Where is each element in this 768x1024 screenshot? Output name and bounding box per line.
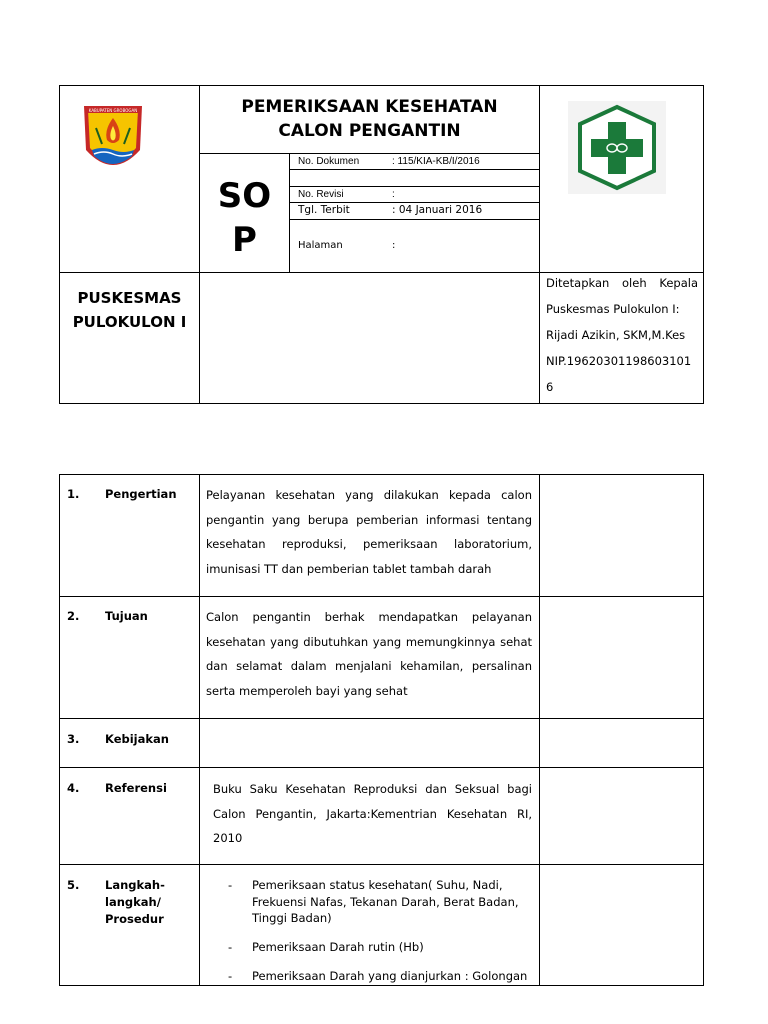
puskesmas-name-line1: PUSKESMAS xyxy=(77,289,182,307)
field-tgl-terbit-label: Tgl. Terbit xyxy=(298,204,350,216)
procedure-step-line: Frekuensi Nafas, Tekanan Darah, Berat Badan, xyxy=(252,894,519,909)
penetapan-block xyxy=(546,270,698,400)
field-no-revisi-value: : xyxy=(392,189,395,200)
penetapan-line: Puskesmas Pulokulon I: xyxy=(546,302,680,316)
document-title-line2: CALON PENGANTIN xyxy=(278,121,461,141)
sop-label xyxy=(200,174,289,262)
sop-label-line2: P xyxy=(232,220,257,260)
bullet-dash: - xyxy=(228,878,233,892)
row-heading-pengertian: Pengertian xyxy=(105,487,177,501)
row-number: 3. xyxy=(67,732,80,746)
row-number: 1. xyxy=(67,487,80,501)
field-halaman-value: : xyxy=(392,240,396,251)
field-tgl-terbit-value: : 04 Januari 2016 xyxy=(392,204,483,216)
row-heading-referensi: Referensi xyxy=(105,781,167,795)
procedure-step xyxy=(228,939,533,957)
field-halaman-label: Halaman xyxy=(298,240,343,251)
row-number: 2. xyxy=(67,609,80,623)
penetapan-line: 6 xyxy=(546,380,554,394)
bullet-dash: - xyxy=(228,940,233,954)
sop-label-line1: SO xyxy=(217,176,272,216)
row-text-tujuan: Calon pengantin berhak mendapatkan pelayanan kesehatan yang dibutuhkan yang memungkinnya sehat dan selamat dalam menjalani kehamilan, persalinan serta memperoleh bayi yang sehat xyxy=(206,610,532,698)
procedure-step-line: Tinggi Badan) xyxy=(252,911,332,925)
row-heading-line: Prosedur xyxy=(105,912,164,926)
penetapan-line: Ditetapkan oleh Kepala xyxy=(546,276,698,290)
row-heading-line: Langkah- xyxy=(105,878,165,892)
health-center-logo xyxy=(568,101,666,194)
penetapan-line: Rijadi Azikin, SKM,M.Kes xyxy=(546,328,686,342)
row-text-pengertian: Pelayanan kesehatan yang dilakukan kepada calon pengantin yang berupa pemberian informasi tentang kesehatan reproduksi, pemeriksaan laboratorium, imunisasi TT dan pemberian tablet tambah darah xyxy=(206,488,532,576)
procedure-step-line: Pemeriksaan Darah rutin (Hb) xyxy=(252,940,424,954)
document-title-line1: PEMERIKSAAN KESEHATAN xyxy=(241,97,498,117)
document-title xyxy=(200,95,539,143)
penetapan-line: NIP.19620301198603101 xyxy=(546,354,692,368)
puskesmas-name xyxy=(60,286,199,334)
procedure-step-line: Pemeriksaan Darah yang dianjurkan : Golongan xyxy=(252,969,528,983)
row-heading-prosedur xyxy=(105,877,165,928)
bullet-dash: - xyxy=(228,969,233,983)
regency-logo xyxy=(80,98,146,178)
field-no-dokumen-label: No. Dokumen xyxy=(298,156,360,167)
row-heading-tujuan: Tujuan xyxy=(105,609,148,623)
puskesmas-name-line2: PULOKULON I xyxy=(72,313,187,331)
row-number: 5. xyxy=(67,878,80,892)
procedure-step xyxy=(228,877,533,929)
row-number: 4. xyxy=(67,781,80,795)
row-heading-kebijakan: Kebijakan xyxy=(105,732,169,746)
field-no-dokumen-value: : 115/KIA-KB/I/2016 xyxy=(392,156,480,167)
regency-logo-text: KABUPATEN GROBOGAN xyxy=(88,108,138,113)
field-no-revisi-label: No. Revisi xyxy=(298,189,344,200)
row-text-referensi: Buku Saku Kesehatan Reproduksi dan Seksual bagi Calon Pengantin, Jakarta:Kementrian Kesehatan RI, 2010 xyxy=(213,782,532,845)
row-heading-line: langkah/ xyxy=(105,895,161,909)
procedure-step xyxy=(228,968,533,986)
procedure-step-line: Pemeriksaan status kesehatan( Suhu, Nadi, xyxy=(252,878,503,892)
